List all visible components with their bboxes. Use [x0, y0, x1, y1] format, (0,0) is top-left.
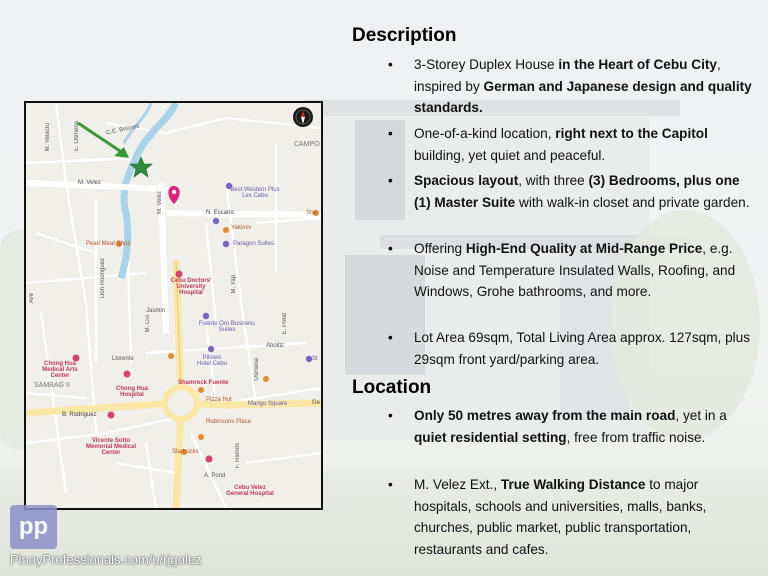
- map-label: Llorente: [112, 356, 134, 362]
- text-run: Only 50 metres away from the main road: [414, 408, 676, 423]
- map-label: Don Rodriguez: [100, 258, 106, 299]
- map-label: Yakimix: [231, 225, 252, 231]
- text-run: to major hospitals, schools and universities, malls, banks, churches, public market, public transportation, restaurants and cafes.: [414, 477, 707, 557]
- map-label: Aboitiz: [266, 343, 285, 349]
- bullet: •: [388, 477, 393, 492]
- location-heading: Location: [352, 377, 432, 398]
- map-label: M. Velacru: [45, 123, 51, 152]
- map-label: A. Pond: [204, 473, 226, 479]
- map-label: Fuente Oro Business Suites: [198, 321, 256, 333]
- text-run: True Walking Distance: [500, 477, 646, 492]
- map-label: Best Western Plus Lex Cebu: [230, 187, 280, 199]
- map-label: Vicente Sotto Memorial Medical Center: [86, 438, 137, 456]
- map-label: F. Ramos: [235, 443, 241, 469]
- text-run: , inspired by: [414, 57, 721, 94]
- map-label: Mango Square: [248, 401, 288, 407]
- description-item-5: [414, 327, 759, 370]
- map-label: Chong Hua Medical Arts Center: [42, 361, 78, 379]
- map-label: M. Velez: [157, 191, 163, 215]
- location-item-2: [414, 474, 759, 560]
- map-label: Pillows Hotel Cebu: [196, 355, 228, 367]
- map-label: Starbucks: [172, 449, 199, 455]
- map-label: M. Yap: [231, 275, 237, 294]
- map-label: Ave: [29, 293, 35, 304]
- map-label: Pearl Meat Shop: [86, 241, 131, 247]
- text-run: , with three: [518, 173, 589, 188]
- map-label: SAMBAG II: [34, 382, 70, 389]
- compass-icon: [293, 107, 313, 127]
- map-label: M. Cui: [145, 315, 151, 333]
- text-run: in the Heart of Cebu City: [558, 57, 717, 72]
- map-label: Osmena: [254, 358, 260, 381]
- bullet: •: [388, 241, 393, 256]
- description-item-4: [414, 238, 759, 303]
- text-run: , yet in a: [675, 408, 727, 423]
- description-item-2: [414, 123, 759, 166]
- map-label: M. Velez: [78, 180, 102, 186]
- bullet: •: [388, 408, 393, 423]
- text-run: (3) Bedrooms, plus one (1) Master Suite: [414, 173, 740, 210]
- text-run: Lot Area 69sqm, Total Living Area approx. 127sqm, plus 29sqm front yard/parking area.: [414, 330, 751, 367]
- map-label: C.E. Briones: [105, 123, 140, 137]
- pp-logo-watermark: pp: [10, 505, 57, 549]
- text-run: High-End Quality at Mid-Range Price: [465, 241, 703, 256]
- map-label: Ge: [312, 400, 321, 406]
- map-label: CAMPO: [294, 141, 320, 148]
- watermark-text[interactable]: PinoyProfessionals.com/u/rjgolez: [10, 552, 202, 567]
- description-item-1: [414, 54, 759, 119]
- map-label: B. Rodriguez: [62, 412, 97, 418]
- map-label: Paragon Suites: [233, 241, 275, 247]
- description-item-3: [414, 170, 759, 213]
- map-label: Star: [306, 210, 318, 216]
- bullet: •: [388, 173, 393, 188]
- text-run: Spacious layout: [414, 173, 519, 188]
- map-label: N. Escario: [206, 210, 234, 216]
- location-map[interactable]: [24, 101, 323, 510]
- text-run: Offering: [414, 241, 466, 256]
- text-run: with walk-in closet and private garden.: [515, 194, 750, 210]
- location-item-1: [414, 405, 759, 448]
- map-label: St: [312, 356, 318, 362]
- bullet: •: [388, 57, 393, 72]
- text-run: quiet residential setting: [414, 429, 567, 445]
- map-label: Cebu Velez General Hospital: [226, 485, 274, 497]
- description-heading: Description: [352, 25, 457, 46]
- map-label: E. Pond: [282, 313, 288, 335]
- text-run: M. Velez Ext.,: [414, 477, 501, 492]
- map-label: Pizza Hut: [206, 397, 232, 403]
- text-run: building, yet quiet and peaceful.: [414, 147, 606, 163]
- bullet: •: [388, 126, 393, 141]
- text-run: German and Japanese design and quality standards.: [414, 78, 752, 115]
- map-label: Shamrock Fuente: [178, 380, 229, 386]
- text-run: , e.g. Noise and Temperature Insulated Walls, Roofing, and Windows, Grohe bathrooms, and more.: [414, 241, 736, 299]
- map-label: Chong Hua Hospital: [116, 386, 148, 398]
- map-label: Cebu Doctors' University Hospital: [170, 278, 212, 296]
- text-run: , free from traffic noise.: [566, 429, 706, 445]
- map-label: Robinsons Place: [206, 419, 252, 425]
- text-run: 3-Storey Duplex House: [414, 57, 559, 72]
- bullet: •: [388, 330, 393, 345]
- text-run: One-of-a-kind location,: [414, 126, 556, 141]
- map-label: Jasmin: [146, 308, 166, 314]
- text-run: right next to the Capitol: [555, 126, 708, 141]
- map-label: E. Osmena: [74, 121, 80, 152]
